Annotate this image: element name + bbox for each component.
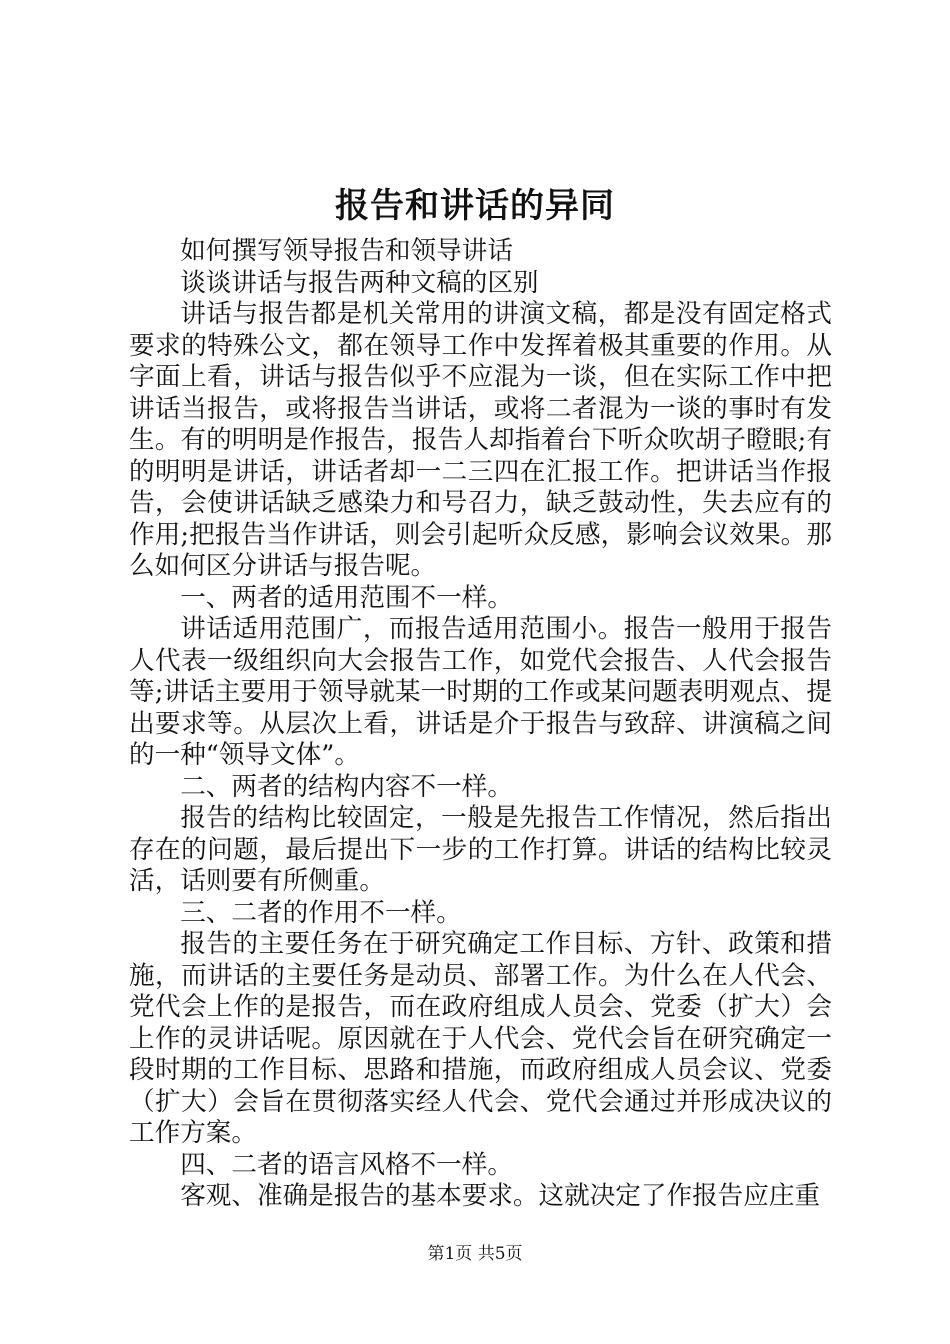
paragraph: 如何撰写领导报告和领导讲话 [180,236,513,266]
paragraph: 报告的结构比较固定，一般是先报告工作情况，然后指出存在的问题，最后提出下一步的工作打算。讲话的结构比较灵活，话则要有所侧重。 [129,803,832,896]
paragraph: 讲话与报告都是机关常用的讲演文稿，都是没有固定格式要求的特殊公文，都在领导工作中发挥着极其重要的作用。从字面上看，讲话与报告似乎不应混为一谈，但在实际工作中把讲话当报告，或将报告当讲话，或将二者混为一谈的事时有发生。有的明明是作报告，报告人却指着台下听众吹胡子瞪眼;有的明明是讲话，讲话者却一二三四在汇报工作。把讲话当作报告，会使讲话缺乏感染力和号召力，缺乏鼓动性，失去应有的作用;把报告当作讲话，则会引起听众反感，影响会议效果。那么如何区分讲话与报告呢。 [129,299,832,581]
document-body [129,236,832,1213]
paragraph: 谈谈讲话与报告两种文稿的区别 [180,267,539,298]
paragraph: 报告的主要任务在于研究确定工作目标、方针、政策和措施，而讲话的主要任务是动员、部署工作。为什么在人代会、党代会上作的是报告，而在政府组成人员会、党委（扩大）会上作的灵讲话呢。原因就在于人代会、党代会旨在研究确定一段时期的工作目标、思路和措施，而政府组成人员会议、党委（扩大）会旨在贯彻落实经人代会、党代会通过并形成决议的工作方案。 [129,929,832,1148]
section-heading: 四、二者的语言风格不一样。 [180,1149,513,1180]
document-title: 报告和讲话的异同 [335,186,615,226]
section-heading: 二、两者的结构内容不一样。 [180,771,513,802]
paragraph: 客观、准确是报告的基本要求。这就决定了作报告应庄重 [180,1181,821,1211]
section-heading: 一、两者的适用范围不一样。 [180,582,513,613]
section-heading: 三、二者的作用不一样。 [180,897,462,928]
paragraph: 讲话适用范围广，而报告适用范围小。报告一般用于报告人代表一级组织向大会报告工作，如党代会报告、人代会报告等;讲话主要用于领导就某一时期的工作或某问题表明观点、提出要求等。从层次上看，讲话是介于报告与致辞、讲演稿之间的一种“领导文体”。 [129,614,832,770]
page-number-footer: 第1页 共5页 [427,1244,523,1264]
